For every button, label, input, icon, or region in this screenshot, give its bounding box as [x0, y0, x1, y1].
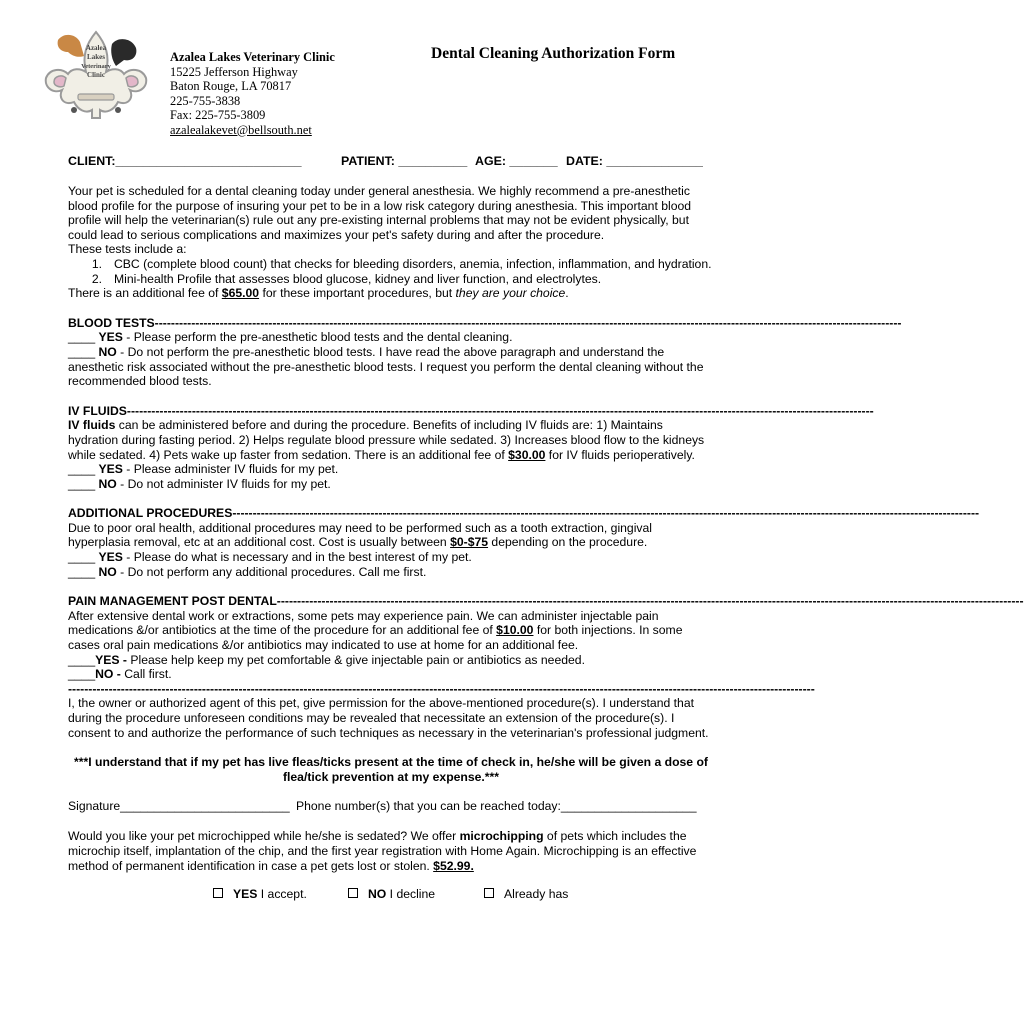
phone-field[interactable]: Phone number(s) that you can be reached today:____________________ [296, 799, 697, 814]
clinic-info [170, 50, 335, 137]
additional-no-option[interactable]: ____ NO - Do not perform any additional procedures. Call me first. [68, 564, 427, 579]
choice-already-has[interactable]: Already has [484, 887, 568, 902]
section-divider: ---------------------------------------------------------------------------------------------------------------------------------------------------------------------------------------- [68, 681, 815, 696]
logo-text-2: Lakes [87, 53, 105, 61]
blood-yes-option[interactable]: ____ YES - Please perform the pre-anesthetic blood tests and the dental cleaning. [68, 330, 513, 345]
iv-paragraph: IV fluids can be administered before and during the procedure. Benefits of including IV fluids are: 1) Maintains hydration during fasting period. 2) Helps regulate blood pressure while sedated. 3) Increases blood flow to the kidneys while sedated. 4) Pets wake up faster from sedation. There is an additional fee of $30.00 for IV fluids perioperatively. [68, 418, 705, 462]
logo-text-4: Clinic [87, 71, 105, 79]
section-header-blood-tests: BLOOD TESTS---------------------------------------------------------------------------------------------------------------------------------------------------------------------------------------- [68, 315, 902, 330]
checkbox-icon[interactable] [484, 888, 494, 898]
blood-fee-line: There is an additional fee of $65.00 for these important procedures, but they are your choice. [68, 286, 569, 301]
iv-no-option[interactable]: ____ NO - Do not administer IV fluids for my pet. [68, 476, 331, 491]
patient-field[interactable]: PATIENT: __________ [341, 154, 468, 168]
test-item-profile [68, 272, 714, 287]
list-text: Mini-health Profile that assesses blood glucose, kidney and liver function, and electrolytes. [114, 271, 602, 286]
blank-line[interactable]: ____ [68, 344, 99, 359]
date-field[interactable]: DATE: ______________ [566, 154, 703, 168]
choice-note: they are your choice [455, 286, 566, 301]
additional-fee: $0-$75 [450, 535, 489, 550]
blood-no-option[interactable]: ____ NO - Do not perform the pre-anesthetic blood tests. I have read the above paragraph and understand the anesthetic risk associated without the pre-anesthetic blood tests. I request you perform the dental cleaning without the recommended blood tests. [68, 344, 704, 389]
flea-notice: ***I understand that if my pet has live fleas/ticks present at the time of check in, he/she will be given a dose of flea/tick prevention at my expense.*** [74, 755, 708, 784]
blood-fee: $65.00 [221, 286, 260, 301]
checkbox-icon[interactable] [213, 888, 223, 898]
blank-line[interactable]: ____ [68, 667, 96, 682]
consent-paragraph: I, the owner or authorized agent of this pet, give permission for the above-mentioned procedure(s). I understand that during the procedure unforeseen conditions may be revealed that necessitate an extension of the procedure(s). I consent to and authorize the performance of such techniques as necessary in the veterinarian's professional judgment. [68, 696, 709, 740]
clinic-fax: Fax: 225-755-3809 [170, 108, 266, 122]
pain-yes-option[interactable]: ____YES - Please help keep my pet comfortable & give injectable pain or antibiotics as needed. [68, 652, 585, 667]
clinic-name: Azalea Lakes Veterinary Clinic [170, 50, 335, 64]
clinic-address-2: Baton Rouge, LA 70817 [170, 79, 292, 93]
blank-line[interactable]: ____ [68, 550, 99, 565]
clinic-phone: 225-755-3838 [170, 93, 241, 108]
iv-fee: $30.00 [508, 447, 546, 462]
list-number: 1. [91, 256, 102, 271]
list-number: 2. [91, 271, 102, 286]
pain-no-option[interactable]: ____NO - Call first. [68, 667, 172, 682]
microchip-fee: $52.99. [433, 858, 474, 873]
microchip-choices [68, 887, 714, 903]
clinic-address-1: 15225 Jefferson Highway [170, 64, 298, 79]
logo-text-1: Azalea [85, 44, 107, 52]
choice-yes-accept[interactable]: YES I accept. [213, 887, 307, 902]
test-item-cbc [68, 257, 714, 272]
choice-no-decline[interactable]: NO I decline [348, 887, 435, 902]
additional-paragraph: Due to poor oral health, additional procedures may need to be performed such as a tooth extraction, gingival hyperplasia removal, etc at an additional cost. Cost is usually between $0-$75 depending on the procedure. [68, 520, 653, 550]
blank-line[interactable]: ____ [68, 330, 99, 345]
clinic-email-link[interactable]: azalealakevet@bellsouth.net [170, 122, 312, 137]
additional-yes-option[interactable]: ____ YES - Please do what is necessary and in the best interest of my pet. [68, 550, 472, 565]
section-header-pain-management: PAIN MANAGEMENT POST DENTAL---------------------------------------------------------------------------------------------------------------------------------------------------------------------------------------- [68, 594, 1024, 609]
section-header-additional-procedures: ADDITIONAL PROCEDURES---------------------------------------------------------------------------------------------------------------------------------------------------------------------------------------- [68, 506, 980, 521]
logo-text-3: Veterinary [81, 63, 111, 70]
blank-line[interactable]: ____ [68, 564, 99, 579]
clinic-logo [42, 28, 150, 120]
section-header-iv-fluids: IV FLUIDS---------------------------------------------------------------------------------------------------------------------------------------------------------------------------------------- [68, 403, 874, 418]
pain-paragraph: After extensive dental work or extractions, some pets may experience pain. We can administer injectable pain medications &/or antibiotics at the time of the procedure for an additional fee of $10.00 for both injections. In some cases oral pain medications &/or antibiotics may indicated to use at home for an additional fee. [68, 608, 683, 653]
signature-field[interactable]: Signature_________________________ [68, 799, 290, 814]
iv-yes-option[interactable]: ____ YES - Please administer IV fluids for my pet. [68, 462, 339, 477]
blank-line[interactable]: ____ [68, 652, 96, 667]
checkbox-icon[interactable] [348, 888, 358, 898]
signature-row [68, 799, 714, 814]
blank-line[interactable]: ____ [68, 476, 99, 491]
pain-fee: $10.00 [496, 623, 534, 638]
age-field[interactable]: AGE: _______ [475, 154, 558, 168]
form-title: Dental Cleaning Authorization Form [431, 45, 676, 62]
client-field[interactable]: CLIENT:___________________________ [68, 154, 302, 168]
microchip-paragraph: Would you like your pet microchipped while he/she is sedated? We offer microchipping of pets which includes the microchip itself, implantation of the chip, and the first year registration with Home Again. Microchipping is an effective method of permanent identification in case a pet gets lost or stolen. $52.99. [68, 829, 697, 873]
tests-label: These tests include a: [68, 242, 187, 257]
blank-line[interactable]: ____ [68, 462, 99, 477]
form-body [68, 184, 1024, 903]
list-text: CBC (complete blood count) that checks for bleeding disorders, anemia, infection, inflammation, and hydration. [114, 256, 712, 271]
intro-paragraph: Your pet is scheduled for a dental cleaning today under general anesthesia. We highly recommend a pre-anesthetic blood profile for the purpose of insuring your pet to be in a low risk category during anesthesia. This important blood profile will help the veterinarian(s) rule out any pre-existing internal problems that may not be evident physically, but could lead to serious complications and maximizes your pet's safety during and after the procedure. [68, 184, 692, 242]
